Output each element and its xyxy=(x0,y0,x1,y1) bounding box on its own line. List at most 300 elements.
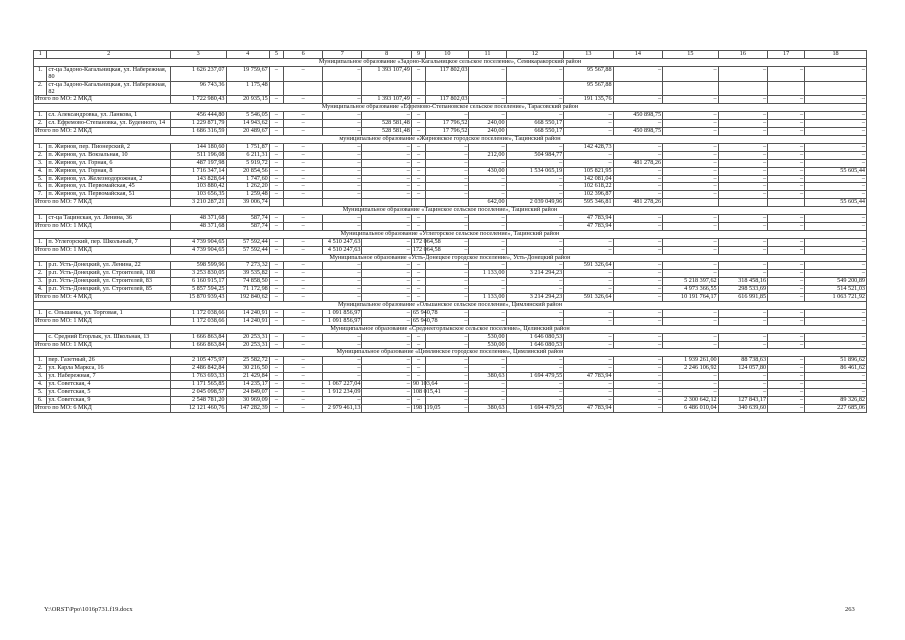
value-cell: 142 428,73 xyxy=(564,143,613,151)
total-value-cell: – xyxy=(269,404,283,412)
total-value-cell: 14 240,91 xyxy=(226,317,269,325)
value-cell: 89 326,82 xyxy=(805,396,867,404)
value-cell: – xyxy=(323,333,362,341)
value-cell: – xyxy=(269,278,283,286)
value-cell: – xyxy=(805,159,867,167)
value-cell: – xyxy=(269,262,283,270)
value-cell: – xyxy=(718,66,767,81)
total-value-cell: – xyxy=(718,222,767,230)
total-value-cell: – xyxy=(269,294,283,302)
value-cell: – xyxy=(613,333,662,341)
value-cell: 5 857 594,25 xyxy=(170,286,226,294)
column-number-cell: 5 xyxy=(269,51,283,59)
address-cell: п. Жирнов, ул. Первомайская, 51 xyxy=(47,191,171,199)
total-value-cell: – xyxy=(613,294,662,302)
total-value-cell: – xyxy=(768,294,805,302)
value-cell: – xyxy=(411,112,425,120)
value-cell: – xyxy=(768,388,805,396)
total-value-cell: – xyxy=(411,96,425,104)
total-value-cell: 10 191 764,17 xyxy=(663,294,719,302)
value-cell: – xyxy=(718,112,767,120)
value-cell: – xyxy=(284,365,323,373)
value-cell: – xyxy=(506,175,564,183)
value-cell: – xyxy=(768,143,805,151)
total-value-cell: – xyxy=(718,317,767,325)
total-value-cell xyxy=(663,199,719,207)
value-cell: 240,00 xyxy=(469,120,506,128)
value-cell: 1 067 227,04 xyxy=(323,381,362,389)
value-cell: 598 599,96 xyxy=(170,262,226,270)
table-row xyxy=(34,175,867,183)
total-value-cell: – xyxy=(564,317,613,325)
value-cell: 587,74 xyxy=(226,215,269,223)
value-cell: – xyxy=(284,262,323,270)
row-number-cell: 6. xyxy=(34,396,47,404)
row-number-cell: 1. xyxy=(34,309,47,317)
value-cell: – xyxy=(284,286,323,294)
value-cell xyxy=(269,81,283,96)
table-row xyxy=(34,143,867,151)
value-cell: – xyxy=(323,373,362,381)
value-cell: – xyxy=(768,333,805,341)
value-cell: – xyxy=(269,365,283,373)
column-number-cell: 18 xyxy=(805,51,867,59)
total-value-cell: – xyxy=(284,404,323,412)
value-cell: – xyxy=(805,183,867,191)
value-cell xyxy=(506,81,564,96)
value-cell: 95 567,88 xyxy=(564,66,613,81)
value-cell: – xyxy=(506,278,564,286)
value-cell: – xyxy=(768,262,805,270)
value-cell: – xyxy=(718,215,767,223)
value-cell: – xyxy=(506,262,564,270)
value-cell: 117 802,03 xyxy=(426,66,469,81)
total-value-cell: 227 685,06 xyxy=(805,404,867,412)
value-cell: – xyxy=(426,175,469,183)
value-cell: – xyxy=(564,286,613,294)
column-number-cell: 10 xyxy=(426,51,469,59)
total-value-cell: – xyxy=(718,128,767,136)
value-cell: 1 646 080,53 xyxy=(506,333,564,341)
column-number-cell: 13 xyxy=(564,51,613,59)
value-cell: – xyxy=(284,278,323,286)
total-value-cell: – xyxy=(805,341,867,349)
row-number-cell: 1. xyxy=(34,66,47,81)
total-value-cell: 340 639,60 xyxy=(718,404,767,412)
value-cell: 71 172,98 xyxy=(226,286,269,294)
value-cell: – xyxy=(805,309,867,317)
value-cell: – xyxy=(426,357,469,365)
total-value-cell: 191 135,76 xyxy=(564,96,613,104)
value-cell: 105 821,95 xyxy=(564,167,613,175)
value-cell: – xyxy=(323,183,362,191)
value-cell: 668 550,17 xyxy=(506,120,564,128)
total-value-cell: – xyxy=(362,294,411,302)
value-cell: 1 716 347,14 xyxy=(170,167,226,175)
row-number-cell: 1. xyxy=(34,238,47,246)
total-value-cell: – xyxy=(269,96,283,104)
value-cell: – xyxy=(663,183,719,191)
value-cell: – xyxy=(663,388,719,396)
value-cell: – xyxy=(805,191,867,199)
row-number-cell: 4. xyxy=(34,381,47,389)
value-cell: 1 694 479,55 xyxy=(506,373,564,381)
total-value-cell: – xyxy=(718,96,767,104)
value-cell: 591 326,64 xyxy=(564,262,613,270)
value-cell: 4 739 904,65 xyxy=(170,238,226,246)
total-label: Итого по МО: 2 МКД xyxy=(34,128,171,136)
value-cell: – xyxy=(426,262,469,270)
value-cell: – xyxy=(805,388,867,396)
value-cell: 1 393 107,49 xyxy=(362,66,411,81)
total-value-cell: – xyxy=(768,96,805,104)
total-value-cell: – xyxy=(323,128,362,136)
value-cell: – xyxy=(663,270,719,278)
value-cell: – xyxy=(564,396,613,404)
value-cell: 24 849,07 xyxy=(226,388,269,396)
value-cell: – xyxy=(663,143,719,151)
value-cell: 7 273,32 xyxy=(226,262,269,270)
value-cell: 25 582,72 xyxy=(226,357,269,365)
row-number-cell: 7. xyxy=(34,191,47,199)
value-cell: 2 548 781,20 xyxy=(170,396,226,404)
total-value-cell: 1 646 080,53 xyxy=(506,341,564,349)
value-cell: – xyxy=(805,373,867,381)
value-cell: – xyxy=(362,191,411,199)
value-cell: 124 057,80 xyxy=(718,365,767,373)
value-cell: – xyxy=(564,159,613,167)
value-cell: 6 211,31 xyxy=(226,151,269,159)
value-cell: 103 880,42 xyxy=(170,183,226,191)
total-value-cell: – xyxy=(426,246,469,254)
value-cell: – xyxy=(323,151,362,159)
total-value-cell: – xyxy=(564,128,613,136)
value-cell: – xyxy=(805,66,867,81)
value-cell: 5 919,72 xyxy=(226,159,269,167)
total-value-cell: – xyxy=(284,96,323,104)
value-cell: – xyxy=(269,388,283,396)
column-number-cell: 16 xyxy=(718,51,767,59)
value-cell: 380,63 xyxy=(469,373,506,381)
total-row xyxy=(34,246,867,254)
value-cell: – xyxy=(768,183,805,191)
total-value-cell: – xyxy=(269,246,283,254)
value-cell: – xyxy=(323,286,362,294)
value-cell: – xyxy=(613,175,662,183)
value-cell: – xyxy=(469,309,506,317)
value-cell: – xyxy=(805,120,867,128)
total-value-cell: 47 783,94 xyxy=(564,404,613,412)
table-row xyxy=(34,183,867,191)
value-cell: – xyxy=(506,286,564,294)
total-value-cell xyxy=(718,199,767,207)
section-title-row xyxy=(34,230,867,238)
total-value-cell: – xyxy=(663,96,719,104)
value-cell: 103 656,35 xyxy=(170,191,226,199)
value-cell: – xyxy=(564,238,613,246)
row-number-cell: 6. xyxy=(34,183,47,191)
total-value-cell: 587,74 xyxy=(226,222,269,230)
value-cell: 30 216,50 xyxy=(226,365,269,373)
total-value-cell: – xyxy=(506,246,564,254)
value-cell: 430,00 xyxy=(469,167,506,175)
value-cell: – xyxy=(564,333,613,341)
row-number-cell: 3. xyxy=(34,278,47,286)
row-number-cell: 3. xyxy=(34,159,47,167)
total-value-cell: 147 282,39 xyxy=(226,404,269,412)
value-cell: 1 091 856,97 xyxy=(323,309,362,317)
value-cell: 5 218 397,62 xyxy=(663,278,719,286)
table-row xyxy=(34,333,867,341)
value-cell: – xyxy=(411,159,425,167)
value-cell: 17 796,52 xyxy=(426,120,469,128)
value-cell: – xyxy=(426,388,469,396)
value-cell: 456 444,80 xyxy=(170,112,226,120)
section-title-row xyxy=(34,104,867,112)
value-cell: – xyxy=(718,381,767,389)
total-value-cell: 117 802,03 xyxy=(426,96,469,104)
column-number-cell: 3 xyxy=(170,51,226,59)
total-value-cell: – xyxy=(768,246,805,254)
value-cell: – xyxy=(269,286,283,294)
section-title-row xyxy=(34,207,867,215)
value-cell: – xyxy=(362,215,411,223)
value-cell: 51 896,62 xyxy=(805,357,867,365)
value-cell: – xyxy=(506,159,564,167)
total-value-cell: – xyxy=(805,317,867,325)
column-number-cell: 2 xyxy=(47,51,171,59)
row-number-cell: 2. xyxy=(34,81,47,96)
total-value-cell: – xyxy=(284,341,323,349)
value-cell xyxy=(663,81,719,96)
report-table-container xyxy=(33,50,867,413)
value-cell: – xyxy=(663,191,719,199)
value-cell: 487 197,98 xyxy=(170,159,226,167)
total-value-cell: 3 214 294,23 xyxy=(506,294,564,302)
table-row xyxy=(34,151,867,159)
value-cell: – xyxy=(805,270,867,278)
value-cell: 6 160 915,17 xyxy=(170,278,226,286)
total-value-cell: – xyxy=(506,317,564,325)
total-value-cell: 172 064,58 xyxy=(412,245,441,253)
total-value-cell: 3 210 287,21 xyxy=(170,199,226,207)
value-cell: 528 581,48 xyxy=(362,120,411,128)
value-cell: – xyxy=(805,143,867,151)
value-cell: – xyxy=(269,396,283,404)
section-title: Муниципальное образование «Ольшанское сельское поселение», Цимлянский район xyxy=(34,302,867,310)
value-cell: – xyxy=(269,215,283,223)
total-value-cell: 47 783,94 xyxy=(564,222,613,230)
column-number-cell: 17 xyxy=(768,51,805,59)
total-value-cell: 20 935,15 xyxy=(226,96,269,104)
value-cell: – xyxy=(613,373,662,381)
value-cell: 14 235,17 xyxy=(226,381,269,389)
address-cell: сл. Александровка, ул. Ланкова, 1 xyxy=(47,112,171,120)
address-cell: ст-ца Задоно-Кагальницкая, ул. Набережная, 82 xyxy=(47,81,171,96)
total-value-cell: – xyxy=(613,317,662,325)
total-value-cell: – xyxy=(663,222,719,230)
value-cell: – xyxy=(269,238,283,246)
total-value-cell: 4 510 247,63 xyxy=(323,246,362,254)
total-value-cell: – xyxy=(469,317,506,325)
value-cell xyxy=(284,81,323,96)
total-value-cell: – xyxy=(411,128,425,136)
value-cell: – xyxy=(613,167,662,175)
table-row xyxy=(34,66,867,81)
total-value-cell: – xyxy=(362,404,411,412)
value-cell: 108 015,41 xyxy=(412,387,441,395)
footer-page-number: 263 xyxy=(845,606,855,613)
table-row xyxy=(34,191,867,199)
total-label: Итого по МО: 7 МКД xyxy=(34,199,171,207)
value-cell: – xyxy=(506,143,564,151)
value-cell: – xyxy=(426,309,469,317)
value-cell: – xyxy=(284,309,323,317)
value-cell: – xyxy=(284,238,323,246)
value-cell: 96 743,36 xyxy=(170,81,226,96)
value-cell: – xyxy=(426,215,469,223)
column-number-cell: 11 xyxy=(469,51,506,59)
value-cell: – xyxy=(768,373,805,381)
value-cell: 144 180,60 xyxy=(170,143,226,151)
value-cell: – xyxy=(805,262,867,270)
value-cell: – xyxy=(284,112,323,120)
address-cell: ул. Советская, 5 xyxy=(47,388,171,396)
value-cell: – xyxy=(426,278,469,286)
total-value-cell: – xyxy=(768,222,805,230)
value-cell xyxy=(768,81,805,96)
address-cell: п. Жирнов, ул. Горная, 8 xyxy=(47,167,171,175)
value-cell: – xyxy=(411,333,425,341)
value-cell: – xyxy=(718,159,767,167)
value-cell: 318 458,16 xyxy=(718,278,767,286)
value-cell: – xyxy=(411,286,425,294)
value-cell: 4 973 366,55 xyxy=(663,286,719,294)
address-cell: с. Ольшанка, ул. Торговая, 1 xyxy=(47,309,171,317)
table-row xyxy=(34,238,867,246)
total-value-cell: – xyxy=(323,294,362,302)
value-cell: – xyxy=(426,286,469,294)
value-cell: – xyxy=(564,120,613,128)
value-cell: – xyxy=(768,175,805,183)
value-cell: – xyxy=(469,388,506,396)
value-cell: 74 858,50 xyxy=(226,278,269,286)
value-cell: – xyxy=(663,262,719,270)
total-value-cell: 616 991,85 xyxy=(718,294,767,302)
value-cell: – xyxy=(426,381,469,389)
value-cell: – xyxy=(284,167,323,175)
column-number-cell: 9 xyxy=(411,51,425,59)
section-title: Муниципальное образование «Ефремово-Степановское сельское поселение», Тарасовский район xyxy=(34,104,867,112)
value-cell: – xyxy=(469,262,506,270)
value-cell: 57 592,44 xyxy=(226,238,269,246)
total-value-cell: 1 393 107,49 xyxy=(362,96,411,104)
value-cell: – xyxy=(323,66,362,81)
value-cell: – xyxy=(768,365,805,373)
value-cell: 95 567,88 xyxy=(564,81,613,96)
total-value-cell: 198 119,05 xyxy=(412,403,441,411)
value-cell: – xyxy=(284,66,323,81)
value-cell: – xyxy=(269,191,283,199)
value-cell: – xyxy=(284,215,323,223)
value-cell: – xyxy=(269,373,283,381)
value-cell: – xyxy=(269,183,283,191)
value-cell: – xyxy=(613,381,662,389)
address-cell: ул. Советская, 9 xyxy=(47,396,171,404)
value-cell: – xyxy=(269,112,283,120)
value-cell: – xyxy=(411,278,425,286)
total-row xyxy=(34,404,867,412)
value-cell: 1 259,48 xyxy=(226,191,269,199)
column-number-cell: 4 xyxy=(226,51,269,59)
value-cell: 2 300 642,12 xyxy=(663,396,719,404)
value-cell: – xyxy=(362,238,411,246)
value-cell: – xyxy=(805,112,867,120)
value-cell: – xyxy=(506,388,564,396)
total-value-cell: – xyxy=(613,96,662,104)
total-value-cell: – xyxy=(613,404,662,412)
column-number-cell: 8 xyxy=(362,51,411,59)
value-cell: – xyxy=(768,151,805,159)
value-cell: 530,00 xyxy=(469,333,506,341)
value-cell: 2 246 106,92 xyxy=(663,365,719,373)
value-cell: – xyxy=(768,167,805,175)
value-cell: – xyxy=(506,381,564,389)
row-number-cell: 2. xyxy=(34,151,47,159)
value-cell: – xyxy=(362,357,411,365)
value-cell: – xyxy=(411,183,425,191)
value-cell: – xyxy=(362,365,411,373)
value-cell: – xyxy=(411,357,425,365)
value-cell: – xyxy=(613,66,662,81)
section-title-row xyxy=(34,254,867,262)
address-cell: пер. Газетный, 26 xyxy=(47,357,171,365)
total-value-cell: – xyxy=(269,341,283,349)
value-cell: 39 535,82 xyxy=(226,270,269,278)
value-cell: – xyxy=(323,112,362,120)
total-value-cell: – xyxy=(564,246,613,254)
value-cell: – xyxy=(564,112,613,120)
value-cell: 21 429,84 xyxy=(226,373,269,381)
total-value-cell: 1 666 863,84 xyxy=(170,341,226,349)
row-number-cell: 1. xyxy=(34,357,47,365)
value-cell: – xyxy=(362,151,411,159)
value-cell: – xyxy=(284,120,323,128)
value-cell: – xyxy=(613,365,662,373)
total-value-cell: 57 592,44 xyxy=(226,246,269,254)
value-cell: – xyxy=(805,215,867,223)
value-cell xyxy=(805,81,867,96)
value-cell: – xyxy=(805,381,867,389)
value-cell: 1 172 038,66 xyxy=(170,309,226,317)
total-value-cell: 1 722 980,43 xyxy=(170,96,226,104)
value-cell: – xyxy=(323,365,362,373)
value-cell: – xyxy=(613,278,662,286)
value-cell: – xyxy=(411,270,425,278)
value-cell: – xyxy=(663,66,719,81)
value-cell: – xyxy=(506,112,564,120)
total-value-cell: – xyxy=(269,222,283,230)
total-value-cell: 1 172 038,66 xyxy=(170,317,226,325)
value-cell: – xyxy=(613,388,662,396)
value-cell: – xyxy=(718,120,767,128)
value-cell xyxy=(718,81,767,96)
row-number-cell: 5. xyxy=(34,175,47,183)
total-label: Итого по МО: 1 МКД xyxy=(34,222,171,230)
value-cell: 511 196,08 xyxy=(170,151,226,159)
value-cell: – xyxy=(506,66,564,81)
value-cell: – xyxy=(362,381,411,389)
